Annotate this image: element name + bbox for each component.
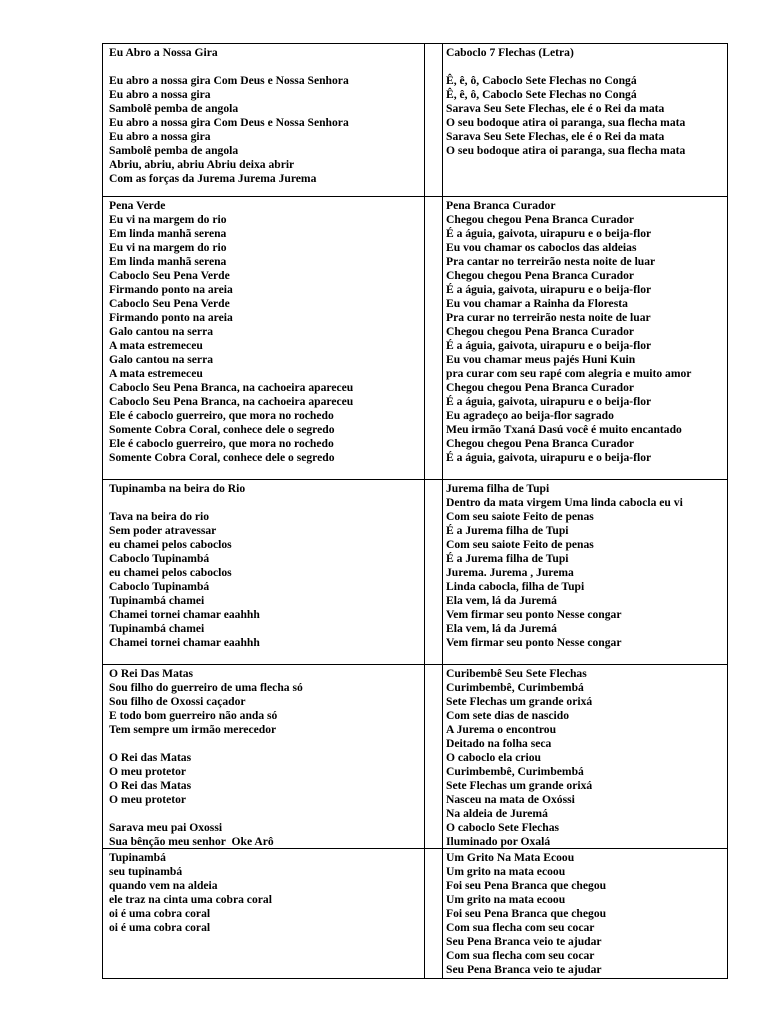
lyric-line: O Rei das Matas xyxy=(109,779,192,792)
lyric-line: Vem firmar seu ponto Nesse congar xyxy=(446,636,622,649)
lyric-line: Sarava meu pai Oxossi xyxy=(109,821,223,834)
lyric-line: Com seu saiote Feito de penas xyxy=(446,510,594,523)
lyric-line: Sou filho do guerreiro de uma flecha só xyxy=(109,681,303,694)
song-title: Pena Branca Curador xyxy=(446,199,556,212)
lyric-line: O meu protetor xyxy=(109,793,187,806)
column-gutter xyxy=(424,849,443,978)
lyric-line xyxy=(109,807,424,821)
lyric-line: Nasceu na mata de Oxóssi xyxy=(446,793,575,806)
lyric-line: É a águia, gaivota, uirapuru e o beija-flor xyxy=(446,339,652,352)
lyric-line: ele traz na cinta uma cobra coral xyxy=(109,893,272,906)
lyric-line: Vem firmar seu ponto Nesse congar xyxy=(446,608,622,621)
left-song-cell xyxy=(103,44,424,196)
lyric-line: Foi seu Pena Branca que chegou xyxy=(446,879,607,892)
lyric-line: Com seu saiote Feito de penas xyxy=(446,538,594,551)
table-row xyxy=(103,196,727,479)
lyric-line: Eu abro a nossa gira Com Deus e Nossa Senhora xyxy=(109,74,349,87)
lyric-line: Chegou chegou Pena Branca Curador xyxy=(446,269,635,282)
right-song-cell xyxy=(443,849,727,978)
lyric-line: eu chamei pelos caboclos xyxy=(109,538,232,551)
lyric-line: O seu bodoque atira oi paranga, sua flecha mata xyxy=(446,144,686,157)
lyric-line: Eu vou chamar os caboclos das aldeias xyxy=(446,241,637,254)
lyric-line: A Jurema o encontrou xyxy=(446,723,557,736)
lyric-line: Ê, ê, ô, Caboclo Sete Flechas no Congá xyxy=(446,88,637,101)
lyric-line: É a águia, gaivota, uirapuru e o beija-flor xyxy=(446,283,652,296)
lyric-line: Em linda manhã serena xyxy=(109,227,227,240)
lyric-line: Firmando ponto na areia xyxy=(109,311,233,324)
lyric-line: Tupinambá chamei xyxy=(109,594,205,607)
lyric-line: Em linda manhã serena xyxy=(109,255,227,268)
column-gutter xyxy=(424,44,443,196)
lyric-line: Chegou chegou Pena Branca Curador xyxy=(446,381,635,394)
lyric-line: Pra curar no terreirão nesta noite de luar xyxy=(446,311,651,324)
lyric-line: Caboclo Seu Pena Branca, na cachoeira apareceu xyxy=(109,395,354,408)
lyric-line: Eu abro a nossa gira xyxy=(109,130,211,143)
lyric-line: Um grito na mata ecoou xyxy=(446,893,566,906)
lyric-line: Com sua flecha com seu cocar xyxy=(446,921,595,934)
lyric-line: É a águia, gaivota, uirapuru e o beija-flor xyxy=(446,395,652,408)
table-row xyxy=(103,664,727,848)
lyric-line: Caboclo Tupinambá xyxy=(109,580,210,593)
lyric-line: Ê, ê, ô, Caboclo Sete Flechas no Congá xyxy=(446,74,637,87)
column-gutter xyxy=(424,480,443,664)
lyric-line: Ele é caboclo guerreiro, que mora no rochedo xyxy=(109,409,334,422)
lyric-line: Curimbembê, Curimbembá xyxy=(446,765,584,778)
lyric-line: quando vem na aldeia xyxy=(109,879,218,892)
song-title: Tupinamba na beira do Rio xyxy=(109,482,246,495)
left-song-cell xyxy=(103,665,424,848)
lyric-line: Com sua flecha com seu cocar xyxy=(446,949,595,962)
lyric-line: Ele é caboclo guerreiro, que mora no rochedo xyxy=(109,437,334,450)
lyric-line: Com as forças da Jurema Jurema Jurema xyxy=(109,172,317,185)
lyric-line: Eu abro a nossa gira xyxy=(109,88,211,101)
song-title: Caboclo 7 Flechas (Letra) xyxy=(446,46,574,59)
lyric-line: Meu irmão Txaná Dasú você é muito encantado xyxy=(446,423,682,436)
lyric-line: oi é uma cobra coral xyxy=(109,907,211,920)
table-row xyxy=(103,848,727,978)
lyric-line: Tava na beira do rio xyxy=(109,510,210,523)
lyric-line: É a águia, gaivota, uirapuru e o beija-flor xyxy=(446,451,652,464)
lyric-line: Galo cantou na serra xyxy=(109,353,214,366)
lyric-line: Caboclo Seu Pena Branca, na cachoeira apareceu xyxy=(109,381,354,394)
lyric-line: Na aldeia de Juremá xyxy=(446,807,548,820)
lyric-line: Caboclo Seu Pena Verde xyxy=(109,297,230,310)
table-row xyxy=(103,479,727,664)
lyric-line: Chamei tornei chamar eaahhh xyxy=(109,636,260,649)
lyric-line: pra curar com seu rapé com alegria e muito amor xyxy=(446,367,692,380)
lyric-line: É a águia, gaivota, uirapuru e o beija-flor xyxy=(446,227,652,240)
lyric-line: Firmando ponto na areia xyxy=(109,283,233,296)
lyric-line: O caboclo Sete Flechas xyxy=(446,821,560,834)
lyric-line: Chamei tornei chamar eaahhh xyxy=(109,608,260,621)
lyric-line: Eu vou chamar meus pajés Huni Kuin xyxy=(446,353,636,366)
lyric-line: É a Jurema filha de Tupi xyxy=(446,524,569,537)
lyric-line: E todo bom guerreiro não anda só xyxy=(109,709,278,722)
lyric-line: O meu protetor xyxy=(109,765,187,778)
lyric-line: Eu vi na margem do rio xyxy=(109,213,227,226)
song-title: Pena Verde xyxy=(109,199,166,212)
lyric-line: Abriu, abriu, abriu Abriu deixa abrir xyxy=(109,158,295,171)
lyric-line xyxy=(109,60,424,74)
lyric-line: O Rei das Matas xyxy=(109,751,192,764)
song-title: Eu Abro a Nossa Gira xyxy=(109,46,218,59)
lyric-line: Sarava Seu Sete Flechas, ele é o Rei da mata xyxy=(446,102,665,115)
left-song-cell xyxy=(103,480,424,664)
lyric-line xyxy=(109,737,424,751)
lyric-line: Seu Pena Branca veio te ajudar xyxy=(446,963,602,976)
lyric-line: Linda cabocla, filha de Tupi xyxy=(446,580,585,593)
lyric-line: Eu abro a nossa gira Com Deus e Nossa Senhora xyxy=(109,116,349,129)
right-song-cell xyxy=(443,665,727,848)
lyric-line: eu chamei pelos caboclos xyxy=(109,566,232,579)
lyric-line: oi é uma cobra coral xyxy=(109,921,211,934)
lyric-line: Sambolê pemba de angola xyxy=(109,144,239,157)
column-gutter xyxy=(424,197,443,479)
right-song-cell xyxy=(443,44,727,196)
lyric-line: Eu vou chamar a Rainha da Floresta xyxy=(446,297,628,310)
lyric-line: Um grito na mata ecoou xyxy=(446,865,566,878)
lyric-line: Galo cantou na serra xyxy=(109,325,214,338)
lyric-line: Com sete dias de nascido xyxy=(446,709,570,722)
song-title: Curibembê Seu Sete Flechas xyxy=(446,667,587,680)
lyric-line: Chegou chegou Pena Branca Curador xyxy=(446,437,635,450)
lyric-line: Dentro da mata virgem Uma linda cabocla eu vi xyxy=(446,496,683,509)
lyric-line: É a Jurema filha de Tupi xyxy=(446,552,569,565)
lyric-line: Sem poder atravessar xyxy=(109,524,217,537)
lyric-line: Somente Cobra Coral, conhece dele o segredo xyxy=(109,423,335,436)
lyric-line: A mata estremeceu xyxy=(109,367,203,380)
lyric-line: Caboclo Seu Pena Verde xyxy=(109,269,230,282)
lyric-line: O seu bodoque atira oi paranga, sua flecha mata xyxy=(446,116,686,129)
lyric-line: Chegou chegou Pena Branca Curador xyxy=(446,325,635,338)
song-title: Jurema filha de Tupi xyxy=(446,482,550,495)
right-song-cell xyxy=(443,480,727,664)
lyric-line: Somente Cobra Coral, conhece dele o segredo xyxy=(109,451,335,464)
lyric-line: Tem sempre um irmão merecedor xyxy=(109,723,277,736)
lyric-line: A mata estremeceu xyxy=(109,339,203,352)
lyric-line: Ela vem, lá da Juremá xyxy=(446,594,557,607)
lyric-line: Caboclo Tupinambá xyxy=(109,552,210,565)
song-title: Um Grito Na Mata Ecoou xyxy=(446,851,575,864)
lyric-line: Jurema. Jurema , Jurema xyxy=(446,566,574,579)
right-song-cell xyxy=(443,197,727,479)
lyric-line: Seu Pena Branca veio te ajudar xyxy=(446,935,602,948)
left-song-cell xyxy=(103,849,424,978)
lyric-line: Eu agradeço ao beija-flor sagrado xyxy=(446,409,614,422)
lyric-line: Sete Flechas um grande orixá xyxy=(446,695,593,708)
lyric-line: Chegou chegou Pena Branca Curador xyxy=(446,213,635,226)
lyric-line: Sete Flechas um grande orixá xyxy=(446,779,593,792)
lyric-line: Sou filho de Oxossi caçador xyxy=(109,695,246,708)
column-gutter xyxy=(424,665,443,848)
lyric-line: Ela vem, lá da Juremá xyxy=(446,622,557,635)
lyric-line: Curimbembê, Curimbembá xyxy=(446,681,584,694)
left-song-cell xyxy=(103,197,424,479)
lyric-line: Sambolê pemba de angola xyxy=(109,102,239,115)
lyric-line: seu tupinambá xyxy=(109,865,183,878)
lyric-line xyxy=(109,496,424,510)
lyric-line: Sarava Seu Sete Flechas, ele é o Rei da mata xyxy=(446,130,665,143)
table-row xyxy=(103,44,727,196)
lyric-line: Pra cantar no terreirão nesta noite de luar xyxy=(446,255,656,268)
song-title: O Rei Das Matas xyxy=(109,667,194,680)
lyric-line: O caboclo ela criou xyxy=(446,751,541,764)
lyric-line: Foi seu Pena Branca que chegou xyxy=(446,907,607,920)
lyric-line: Deitado na folha seca xyxy=(446,737,552,750)
lyric-line xyxy=(446,60,727,74)
lyric-line: Eu vi na margem do rio xyxy=(109,241,227,254)
lyric-line: Iluminado por Oxalá xyxy=(446,835,551,848)
lyrics-table xyxy=(102,43,728,979)
song-title: Tupinambá xyxy=(109,851,166,864)
lyric-line: Tupinambá chamei xyxy=(109,622,205,635)
lyric-line: Sua bênção meu senhor Oke Arô xyxy=(109,835,274,848)
